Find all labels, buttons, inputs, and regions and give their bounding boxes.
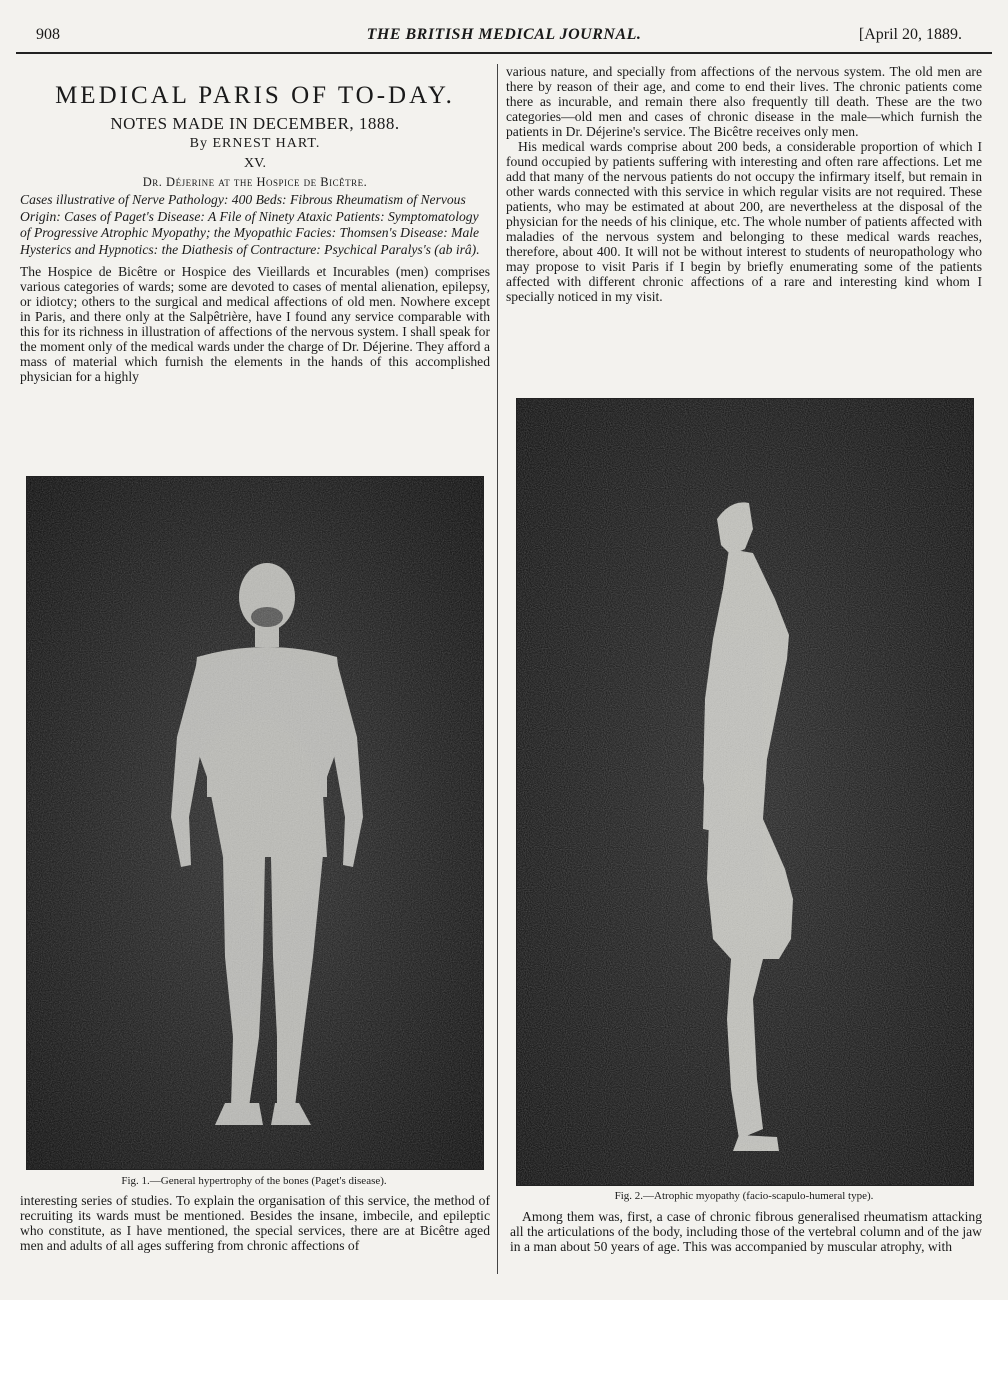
left-paragraph-2: interesting series of studies. To explain the organisation of this service, the method of recruiting its wards must be mentioned. Besides the insane, imbecile, and epileptic who constitute, as I have mentioned, the special services, there are at Bicêtre aged men and adults of all ages suffering from chronic affections of xyxy=(20,1193,490,1253)
figure-1-caption: Fig. 1.—General hypertrophy of the bones (Paget's disease). xyxy=(121,1175,387,1187)
right-column-continuation xyxy=(510,1209,982,1254)
left-column xyxy=(20,64,490,384)
byline: By ERNEST HART. xyxy=(189,136,321,151)
figure-2-photograph xyxy=(516,398,974,1186)
standing-man-front-image xyxy=(27,477,483,1169)
running-head xyxy=(22,26,986,50)
page-number: 908 xyxy=(36,26,60,43)
article-subtitle: NOTES MADE IN DECEMBER, 1888. xyxy=(110,114,400,133)
article-title: MEDICAL PARIS OF TO-DAY. xyxy=(55,82,455,109)
right-paragraph-2: His medical wards comprise about 200 beds, a considerable proportion of which I found occupied by patients suffering with interesting and often rare affections. Let me add that many of the nervous patients do not occupy the infirmary itself, but remain in other wards connected with this service in which regular visits are not required. These patients, who may be estimated at about 200, are nevertheless at the disposal of the physician for the needs of his clinique, etc. The whole number of patients affected with maladies of the nervous system and belonging to these medical wards reaches, therefore, about 400. It will not be without interest to students of neuropathology who may propose to visit Paris if I begin by briefly enumerating some of the patients affected with different chronic affections of a rare and interesting kind whom I specially noticed in my visit. xyxy=(506,139,982,304)
left-column-continuation xyxy=(20,1193,490,1253)
figure-2-caption: Fig. 2.—Atrophic myopathy (facio-scapulo-humeral type). xyxy=(614,1190,874,1202)
issue-date: [April 20, 1889. xyxy=(858,26,962,43)
header-rule xyxy=(16,52,992,54)
figure-1-photograph xyxy=(26,476,484,1170)
right-column xyxy=(506,64,982,304)
journal-title: THE BRITISH MEDICAL JOURNAL. xyxy=(366,26,642,43)
column-divider xyxy=(497,64,498,1274)
left-paragraph-1: The Hospice de Bicêtre or Hospice des Vieillards et Incurables (men) comprises various categories of wards; some are devoted to cases of mental alienation, epilepsy, or idiotcy; others to the surgical and medical affections of old men. Nowhere except in Paris, and there only at the Salpêtrière, have I found any service comparable with this for its richness in illustration of affections of the nervous system. I shall speak for the moment only of the medical wards under the charge of Dr. Déjerine. They afford a mass of material which furnish the elements in the hands of this accomplished physician for a highly xyxy=(20,264,490,384)
article-abstract: Cases illustrative of Nerve Pathology: 400 Beds: Fibrous Rheumatism of Nervous Origin: Cases of Paget's Disease: A File of Ninety Ataxic Patients: Symptomatology of Progressive Atrophic Myopathy; the Myopathic Facies: Thomsen's Disease: Male Hysterics and Hypnotics: the Diathesis of Contracture: Psychical Paralys's (ab irâ). xyxy=(20,192,480,257)
right-paragraph-1: various nature, and specially from affections of the nervous system. The old men are there by reason of their age, and come to end their lives. The chronic patients come there as incurable, and remain there also frequently till death. These are the two categories—old men and cases of chronic disease in the male—which furnish the patients in Dr. Déjerine's service. The Bicêtre receives only men. xyxy=(506,64,982,139)
section-heading: Dr. Déjerine at the Hospice de Bicêtre. xyxy=(142,175,368,189)
right-paragraph-3: Among them was, first, a case of chronic fibrous generalised rheumatism attacking all the articulations of the body, including those of the vertebral column and of the jaw in a man about 50 years of age. This was accompanied by muscular atrophy, with xyxy=(510,1209,982,1254)
section-number: XV. xyxy=(244,156,266,171)
standing-man-profile-image xyxy=(517,399,973,1185)
